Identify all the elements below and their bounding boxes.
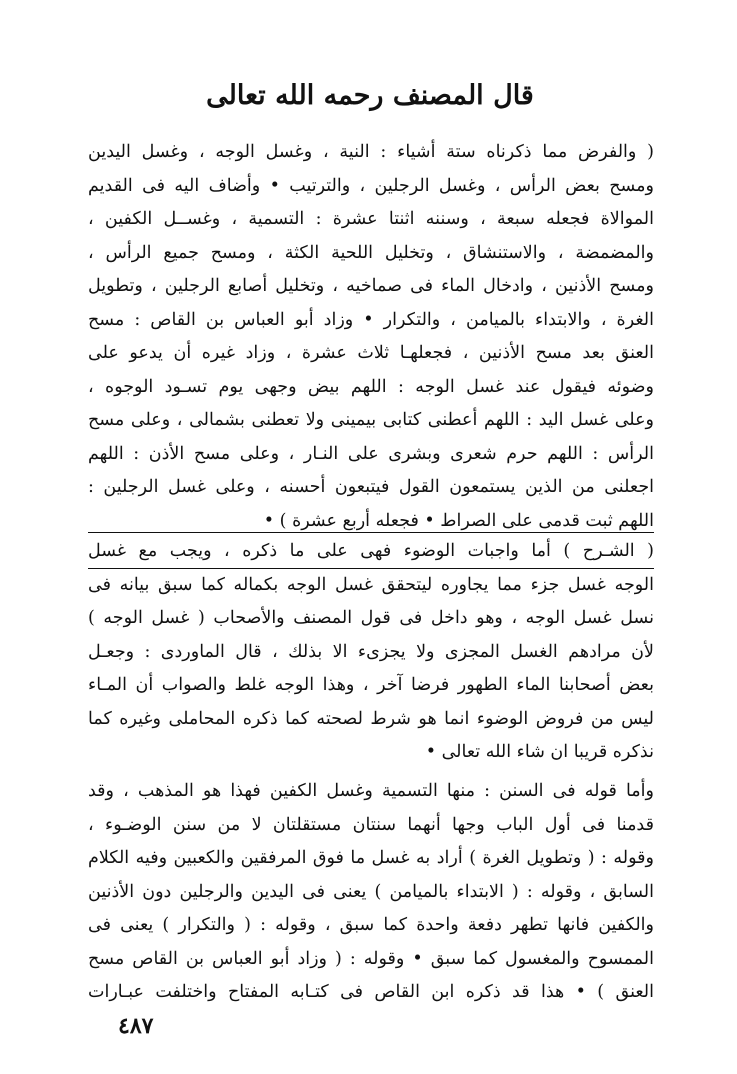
text-line: الرأس : اللهم حرم شعرى وبشرى على النـار ، وعلى مسح الأذن : اللهم [88, 443, 654, 464]
text-line: وأما قوله فى السنن : منها التسمية وغسل الكفين فهذا هو المذهب ، وقد [88, 781, 654, 801]
commentary-heading-line: ( الشـرح ) أما واجبات الوضوء فهى على ما ذكره ، ويجب مع غسل [88, 541, 654, 561]
text-line: العنق بعد مسح الأذنين ، فجعلهـا ثلاث عشرة ، وزاد غيره أن يدعو على [88, 343, 654, 363]
commentary-paragraph-2 [88, 775, 654, 1010]
text-line: ( والفرض مما ذكرناه ستة أشياء : النية ، وغسل الوجه ، وغسل اليدين [88, 142, 654, 162]
page-number: ٤٨٧ [118, 1013, 154, 1039]
text-line: لأن مرادهم الغسل المجزى ولا يجزىء الا بذلك ، قال الماوردى : وجعـل [88, 641, 654, 662]
text-line: ليس من فروض الوضوء انما هو شرط لصحته كما ذكره المحاملى وغيره كما [88, 708, 654, 729]
text-line: اللهم ثبت قدمى على الصراط • فجعله أربع عشرة ) • [263, 510, 654, 531]
text-line: السابق ، وقوله : ( الابتداء بالميامن ) يعنى فى اليدين والرجلين دون الأذنين [88, 881, 654, 902]
text-line: الغرة ، والابتداء بالميامن ، والتكرار • وزاد أبو العباس بن القاص : مسح [88, 309, 654, 330]
text-line: والكفين فانها تطهر دفعة واحدة كما سبق ، وقوله : ( والتكرار ) يعنى فى [88, 915, 654, 935]
text-line: وعلى غسل اليد : اللهم أعطنى كتابى بيمينى ولا تعطنى بشمالى ، وعلى مسح [88, 410, 654, 430]
commentary-paragraph-1 [88, 535, 654, 770]
text-line: بعض أصحابنا الماء الطهور فرضا آخر ، وهذا الوجه غلط والصواب أن المـاء [88, 675, 654, 695]
text-line: والمضمضة ، والاستنشاق ، وتخليل اللحية الكثة ، ومسح جميع الرأس ، [88, 242, 654, 263]
page-title: قال المصنف رحمه الله تعالى [206, 80, 534, 111]
section-divider-bottom [88, 568, 654, 569]
text-line: ومسح الأذنين ، وادخال الماء فى صماخيه ، وتخليل أصابع الرجلين ، وتطويل [88, 276, 654, 296]
text-line: نسل غسل الوجه ، وهو داخل فى قول المصنف والأصحاب ( غسل الوجه ) [88, 608, 654, 628]
text-line: الوجه غسل جزء مما يجاوره ليتحقق غسل الوجه بكماله كما سبق بيانه فى [88, 574, 654, 595]
text-line: وضوئه فيقول عند غسل الوجه : اللهم بيض وجهى يوم تسـود الوجوه ، [88, 376, 654, 397]
text-line: الممسوح والمغسول كما سبق • وقوله : ( وزاد أبو العباس بن القاص مسح [88, 948, 654, 969]
text-line: اجعلنى من الذين يستمعون القول فيتبعون أحسنه ، وعلى غسل الرجلين : [88, 477, 654, 497]
section-divider-top [88, 532, 654, 533]
text-line: نذكره قريبا ان شاء الله تعالى • [425, 742, 654, 762]
text-line: وقوله : ( وتطويل الغرة ) أراد به غسل ما فوق المرفقين والكعبين وفيه الكلام [88, 848, 654, 868]
text-line: ومسح بعض الرأس ، وغسل الرجلين ، والترتيب • وأضاف اليه فى القديم [88, 175, 654, 196]
text-line: العنق ) • هذا قد ذكره ابن القاص فى كتـابه المفتاح واختلفت عبـارات [88, 982, 654, 1002]
text-line: قدمنا فى أول الباب وجها أنهما سنتان مستقلتان لا من سنن الوضـوء ، [88, 814, 654, 835]
author-text-section [88, 136, 654, 538]
text-line: الموالاة فجعله سبعة ، وسننه اثنتا عشرة : التسمية ، وغســل الكفين ، [88, 209, 654, 229]
